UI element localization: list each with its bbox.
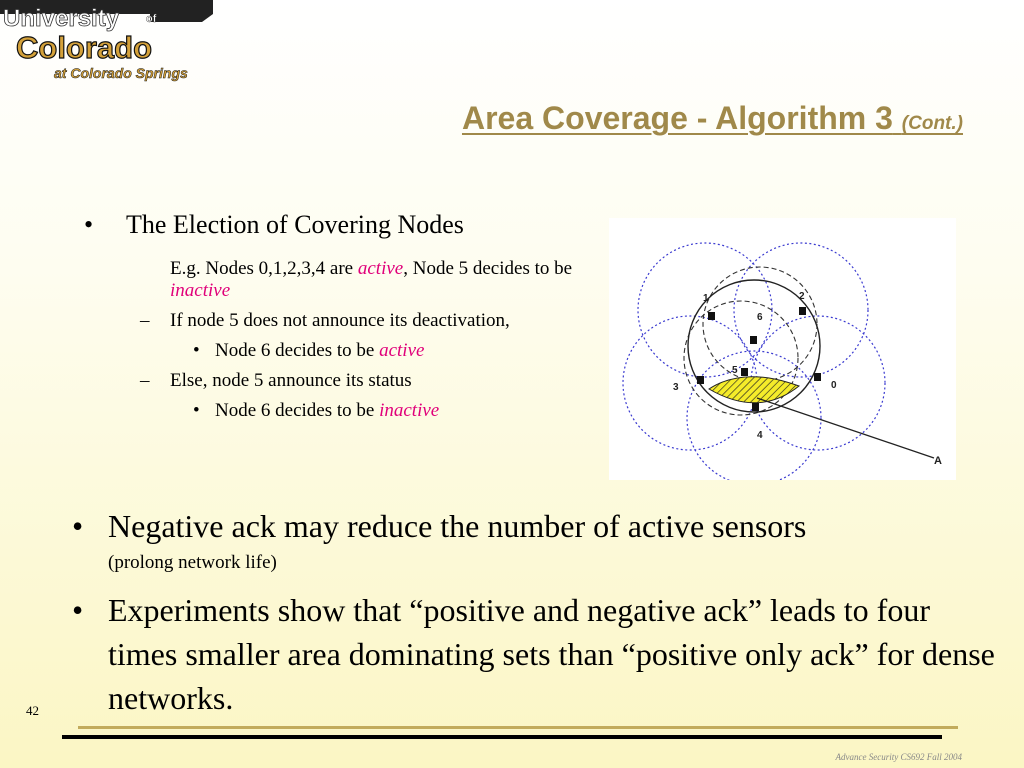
node-label-2: 2	[799, 291, 805, 302]
lower-content	[70, 504, 1000, 720]
pointer-line-a	[757, 398, 934, 458]
uncovered-region	[709, 377, 799, 403]
dash-item-announce: – Else, node 5 announce its status	[170, 370, 608, 392]
node-label-1: 1	[703, 293, 709, 304]
slide-title-cont: (Cont.)	[901, 113, 963, 134]
logo-colorado-text: Colorado	[16, 30, 153, 65]
sub-item-node6-active: • Node 6 decides to be active	[215, 340, 608, 362]
logo-of-text: of	[146, 13, 157, 25]
footer-rule-gold	[78, 726, 958, 729]
slide-title	[462, 100, 963, 137]
footer-text: Advance Security CS692 Fall 2004	[835, 752, 962, 762]
university-logo	[0, 0, 215, 90]
example-text: E.g. Nodes 0,1,2,3,4 are active, Node 5 decides to be inactive	[170, 258, 573, 301]
logo-springs-text: at Colorado Springs	[54, 65, 188, 81]
negative-ack-text: Negative ack may reduce the number of active sensors	[108, 508, 807, 544]
node-label-4: 4	[757, 430, 763, 441]
coverage-circle-6	[703, 267, 817, 381]
point-label-a: A	[934, 455, 942, 467]
bullet-negative-ack	[70, 504, 1000, 578]
keyword-inactive: inactive	[379, 400, 440, 421]
bullet-experiments: • Experiments show that “positive and negative ack” leads to four times smaller area dominating sets than “positive only ack” for dense networks.	[70, 588, 1000, 720]
node-label-5: 5	[732, 365, 738, 376]
logo-university-text: University	[3, 5, 120, 32]
bullet-election: • The Election of Covering Nodes	[78, 208, 608, 242]
negative-ack-subtext: (prolong network life)	[108, 552, 277, 573]
upper-content	[78, 208, 608, 422]
node-label-0: 0	[831, 380, 837, 391]
keyword-active: active	[357, 258, 404, 279]
sub-item-node6-inactive: • Node 6 decides to be inactive	[215, 400, 608, 422]
coverage-circle-4	[687, 351, 821, 480]
coverage-diagram	[609, 218, 956, 480]
node-label-3: 3	[673, 382, 679, 393]
slide-title-main: Area Coverage - Algorithm 3	[461, 100, 893, 136]
page-number: 42	[26, 703, 39, 718]
dash-item-no-announce: – If node 5 does not announce its deactivation,	[170, 310, 608, 332]
keyword-active: active	[379, 340, 425, 361]
keyword-inactive: inactive	[170, 280, 231, 301]
node-label-6: 6	[757, 312, 763, 323]
footer-rule-black	[62, 735, 942, 739]
